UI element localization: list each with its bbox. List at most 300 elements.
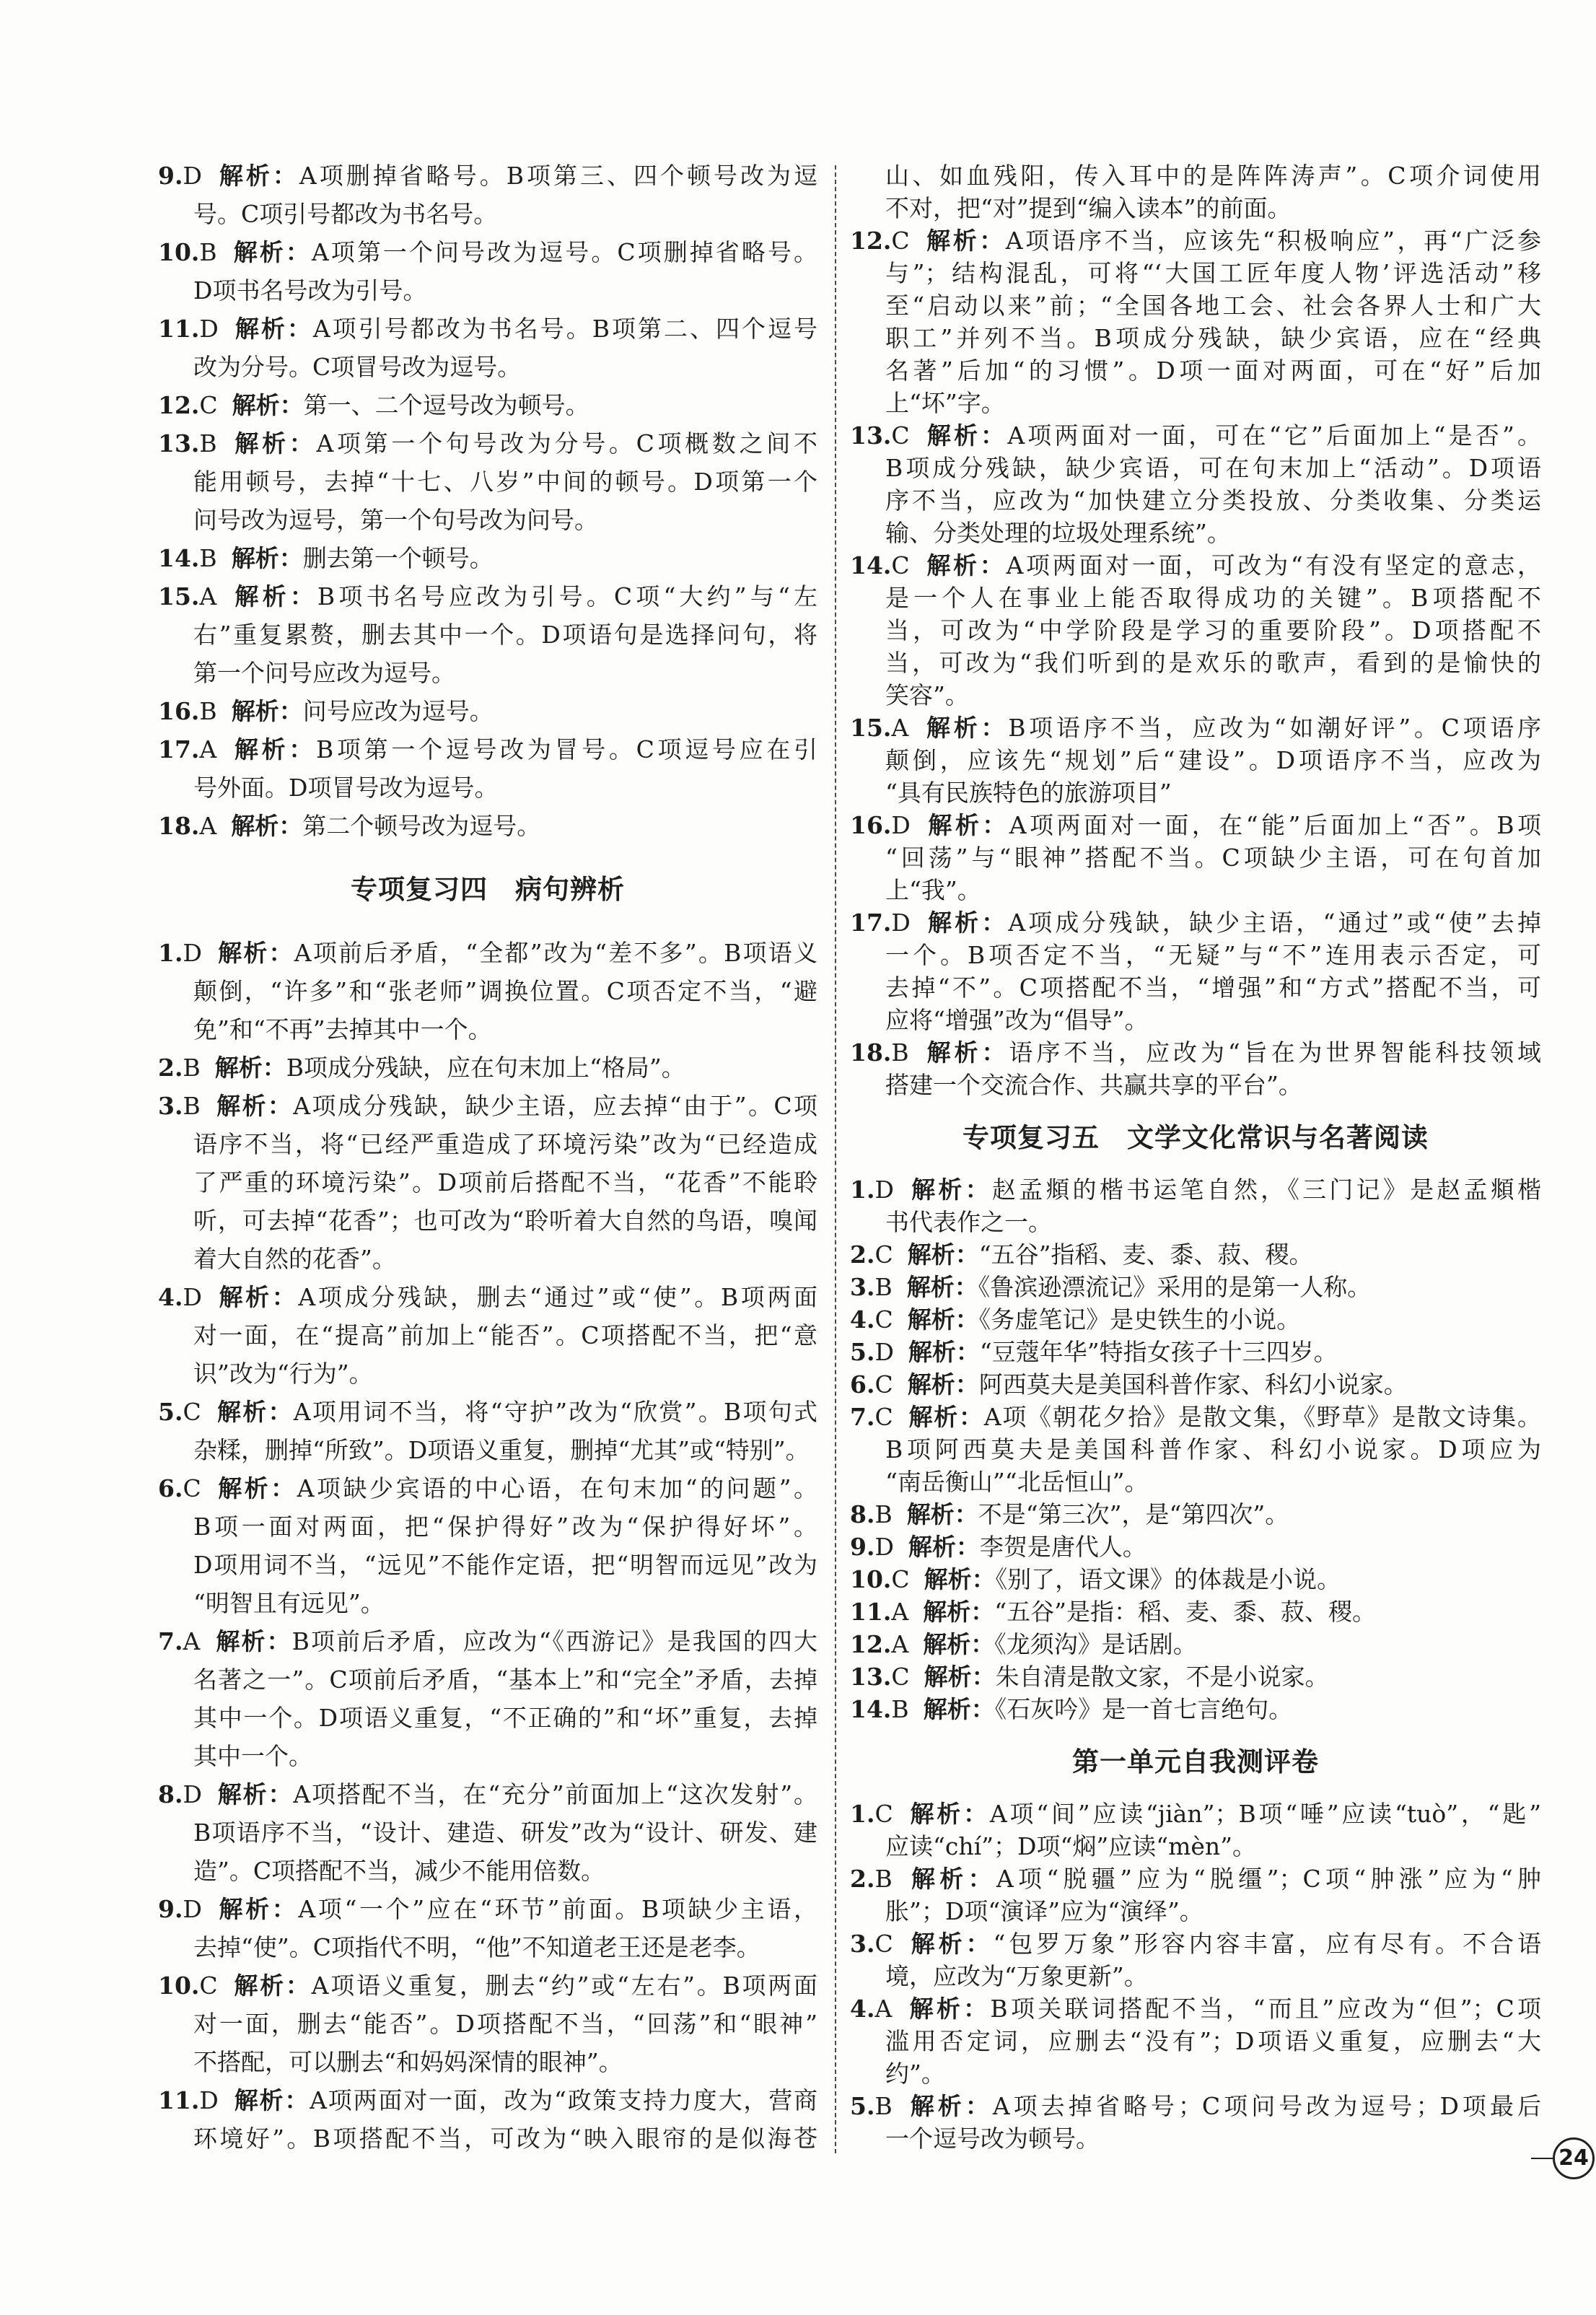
analysis-label: 解析： bbox=[216, 1895, 299, 1923]
answer-line bbox=[850, 1628, 1541, 1660]
answer-item bbox=[158, 2081, 817, 2158]
answer-item bbox=[850, 1303, 1541, 1336]
answer-line bbox=[158, 1240, 817, 1278]
answer-text: 不搭配，可以删去“和妈妈深情的眼神”。 bbox=[193, 2048, 623, 2076]
analysis-label: 解析： bbox=[923, 1038, 1009, 1067]
answer-line bbox=[850, 1498, 1541, 1531]
answer-text: 去掉“使”。C项指代不明，“他”不知道老王还是老李。 bbox=[193, 1933, 760, 1961]
analysis-label: 解析： bbox=[908, 1338, 980, 1366]
question-number: 8. bbox=[850, 1500, 875, 1528]
answer-line bbox=[850, 257, 1541, 289]
answer-text: 删去第一个顿号。 bbox=[302, 544, 494, 572]
answer-choice: C bbox=[891, 1565, 910, 1593]
answer-text: 名著”后加“的习惯”。D项一面对两面，可在“好”后加 bbox=[885, 356, 1541, 385]
answer-text: 《别了，语文课》的体裁是小说。 bbox=[995, 1565, 1341, 1593]
answer-text: A项“脱疆”应为“脱缰”；C项“肿涨”应为“肿 bbox=[996, 1865, 1541, 1893]
answer-line bbox=[158, 2081, 817, 2119]
answer-text: A项成分残缺，删去“通过”或“使”。B项两面 bbox=[298, 1283, 817, 1311]
answer-choice: C bbox=[183, 1398, 201, 1426]
answer-line bbox=[158, 195, 817, 233]
question-number: 13. bbox=[158, 429, 200, 458]
answer-choice: C bbox=[891, 227, 910, 255]
answer-text: 序不当，应改为“加快建立分类投放、分类收集、分类运 bbox=[885, 486, 1541, 515]
answer-text: A项两面对一面，可改为“有没有坚定的意志， bbox=[1006, 551, 1542, 579]
analysis-label: 解析： bbox=[232, 315, 313, 343]
section-heading: 专项复习四 病句辨析 bbox=[351, 873, 625, 905]
analysis-label: 解析： bbox=[214, 1054, 286, 1082]
answer-line bbox=[158, 1890, 817, 1928]
answer-text: B项书名号应改为引号。C项“大约”与“左 bbox=[317, 582, 817, 611]
answer-item bbox=[850, 1798, 1541, 1863]
question-number: 2. bbox=[850, 1240, 875, 1269]
answer-choice: A bbox=[891, 714, 909, 742]
answer-line bbox=[158, 1163, 817, 1202]
answer-line bbox=[158, 1584, 817, 1622]
answer-line bbox=[850, 1531, 1541, 1563]
answer-item bbox=[158, 807, 817, 845]
answer-item bbox=[850, 1660, 1541, 1693]
answer-line bbox=[850, 1466, 1541, 1498]
answer-text: 第二个顿号改为逗号。 bbox=[302, 812, 541, 840]
answer-line bbox=[850, 517, 1541, 549]
answer-text: 上“我”。 bbox=[885, 876, 981, 904]
answer-item bbox=[158, 577, 817, 692]
analysis-label: 解析： bbox=[907, 1240, 979, 1269]
answer-line bbox=[850, 1596, 1541, 1628]
answer-text: 对一面，在“提高”前加上“能否”。C项搭配不当，把“意 bbox=[193, 1321, 817, 1349]
answer-text: 着大自然的花香”。 bbox=[193, 1245, 396, 1273]
answer-text: A项搭配不当，在“充分”前面加上“这次发射”。 bbox=[293, 1780, 817, 1808]
analysis-label: 解析： bbox=[924, 421, 1008, 450]
answer-item bbox=[850, 1628, 1541, 1660]
answer-line bbox=[158, 348, 817, 386]
answer-line bbox=[158, 1087, 817, 1125]
answer-line bbox=[850, 1563, 1541, 1596]
analysis-label: 解析： bbox=[924, 227, 1006, 255]
answer-text: “具有民族特色的旅游项目” bbox=[885, 779, 1172, 807]
answer-line bbox=[850, 744, 1541, 776]
analysis-label: 解析： bbox=[923, 1598, 995, 1626]
answer-line: 山、如血残阳，传入耳中的是阵阵涛声”。C项介词使用 bbox=[885, 162, 1541, 190]
answer-text: D项书名号改为引号。 bbox=[193, 276, 427, 305]
answer-text: A项“间”应读“jiàn”；B项“唾”应读“tuò”，“匙” bbox=[989, 1800, 1542, 1828]
answer-item bbox=[158, 539, 817, 577]
analysis-label: 解析： bbox=[216, 162, 299, 190]
answer-text: “五谷”是指：稻、麦、黍、菽、稷。 bbox=[994, 1598, 1377, 1626]
answer-choice: D bbox=[183, 1780, 202, 1808]
analysis-label: 解析： bbox=[231, 429, 317, 458]
question-number: 6. bbox=[158, 1474, 183, 1502]
analysis-label: 解析： bbox=[924, 1565, 996, 1593]
question-number: 1. bbox=[158, 939, 183, 967]
answer-item bbox=[850, 1596, 1541, 1628]
answer-item bbox=[850, 549, 1541, 712]
answer-line bbox=[850, 614, 1541, 647]
question-number: 15. bbox=[158, 582, 200, 611]
answer-line bbox=[158, 807, 817, 845]
section-heading: 专项复习五 文学文化常识与名著阅读 bbox=[963, 1121, 1429, 1153]
answer-line bbox=[158, 1699, 817, 1737]
answer-text: A项两面对一面，可在“它”后面加上“是否”。 bbox=[1007, 421, 1541, 450]
answer-line bbox=[850, 874, 1541, 906]
answer-line bbox=[158, 1049, 817, 1087]
answer-choice: C bbox=[874, 1800, 893, 1828]
answer-line bbox=[850, 224, 1541, 257]
analysis-label: 解析： bbox=[906, 1500, 978, 1528]
answer-text: 当，可改为“中学阶段是学习的重要阶段”。D项搭配不 bbox=[885, 616, 1541, 644]
answer-line bbox=[850, 841, 1541, 874]
answer-text: 笑容”。 bbox=[885, 681, 969, 709]
answer-line bbox=[850, 322, 1541, 354]
answer-line bbox=[158, 233, 817, 271]
analysis-label: 解析： bbox=[924, 551, 1007, 579]
answer-item bbox=[158, 730, 817, 807]
answer-line bbox=[158, 2005, 817, 2043]
answer-choice: C bbox=[891, 551, 910, 579]
answer-text: 当，可改为“我们听到的是欢乐的歌声，看到的是愉快的 bbox=[885, 649, 1541, 677]
analysis-label: 解析： bbox=[232, 2086, 310, 2114]
answer-line bbox=[158, 1393, 817, 1431]
answer-line bbox=[850, 354, 1541, 387]
answer-text: A项第一个问号改为逗号。C项删掉省略号。 bbox=[311, 238, 817, 266]
answer-text: 问号改为逗号，第一个句号改为问号。 bbox=[193, 506, 598, 534]
answer-text: 《石灰吟》是一首七言绝句。 bbox=[994, 1695, 1293, 1723]
answer-line bbox=[850, 582, 1541, 614]
answer-item bbox=[850, 224, 1541, 419]
answer-text: 与”；结构混乱，可将“‘大国工匠年度人物’评选活动”移 bbox=[885, 259, 1541, 287]
analysis-label: 解析： bbox=[231, 544, 303, 572]
answer-line bbox=[850, 387, 1541, 419]
answer-text: D项用词不当，“远见”不能作定语，把“明智而远见”改为 bbox=[193, 1551, 817, 1579]
answer-text: 其中一个。D项语义重复，“不正确的”和“坏”重复，去掉 bbox=[193, 1704, 817, 1732]
answer-text: A项用词不当，将“守护”改为“欣赏”。B项句式 bbox=[293, 1398, 817, 1426]
answer-item bbox=[850, 1336, 1541, 1368]
question-number: 10. bbox=[850, 1565, 892, 1593]
question-number: 17. bbox=[850, 909, 892, 937]
analysis-label: 解析： bbox=[924, 909, 1009, 937]
answer-item bbox=[158, 692, 817, 730]
answer-text: A项两面对一面，改为“政策支持力度大，营商 bbox=[310, 2086, 817, 2114]
answer-line bbox=[850, 906, 1541, 939]
answer-choice: B bbox=[891, 1695, 909, 1723]
question-number: 9. bbox=[158, 1895, 183, 1923]
answer-item bbox=[850, 809, 1541, 906]
answer-line bbox=[850, 712, 1541, 744]
answer-choice: D bbox=[874, 1338, 894, 1366]
page-number: 24 bbox=[1558, 2145, 1589, 2171]
answer-line bbox=[850, 809, 1541, 841]
answer-line bbox=[158, 1852, 817, 1890]
answer-choice: D bbox=[199, 315, 219, 343]
answer-item bbox=[158, 233, 817, 310]
answer-choice: B bbox=[199, 544, 217, 572]
answer-text: 免”和“不再”去掉其中一个。 bbox=[193, 1015, 492, 1043]
answer-line bbox=[158, 157, 817, 195]
answer-choice: B bbox=[199, 697, 217, 725]
question-number: 2. bbox=[158, 1054, 183, 1082]
answer-choice: C bbox=[874, 1403, 893, 1431]
answer-text: 应将“增强”改为“倡导”。 bbox=[885, 1006, 1149, 1034]
answer-text: B项语序不当，“设计、建造、研发”改为“设计、研发、建 bbox=[193, 1819, 817, 1847]
answer-text: 杂糅，删掉“所致”。D项语义重复，删掉“尤其”或“特别”。 bbox=[193, 1436, 810, 1464]
answer-item bbox=[158, 934, 817, 1049]
answer-item bbox=[850, 1927, 1541, 1992]
answer-text: 一个逗号改为顿号。 bbox=[885, 2124, 1100, 2153]
answer-text: “豆蔻年华”特指女孩子十三四岁。 bbox=[979, 1338, 1338, 1366]
answer-line bbox=[158, 1546, 817, 1584]
answer-item bbox=[158, 310, 817, 386]
answer-item bbox=[850, 1173, 1541, 1238]
answer-item bbox=[158, 1087, 817, 1278]
analysis-label: 解析： bbox=[231, 582, 317, 611]
answer-text: B项阿西莫夫是美国科普作家、科幻小说家。D项应为 bbox=[885, 1435, 1541, 1463]
analysis-label: 解析： bbox=[214, 1092, 294, 1120]
answer-choice: C bbox=[199, 1972, 218, 2000]
answer-line bbox=[850, 484, 1541, 517]
answer-item bbox=[158, 386, 817, 424]
answer-item bbox=[850, 1271, 1541, 1303]
answer-choice: D bbox=[891, 811, 911, 839]
answer-text: A项成分残缺，缺少主语，“通过”或“使”去掉 bbox=[1008, 909, 1541, 937]
answer-line bbox=[850, 2057, 1541, 2090]
answer-text: 颠倒，应该先“规划”后“建设”。D项语序不当，应改为 bbox=[885, 746, 1541, 774]
answer-line bbox=[158, 577, 817, 616]
answer-text: 去掉“不”。C项搭配不当，“增强”和“方式”搭配不当，可 bbox=[885, 973, 1541, 1002]
answer-choice: D bbox=[874, 1533, 894, 1561]
analysis-label: 解析： bbox=[216, 939, 294, 967]
answer-line bbox=[850, 1830, 1541, 1863]
answer-item bbox=[850, 1036, 1541, 1101]
question-number: 15. bbox=[850, 714, 892, 742]
answer-item bbox=[850, 419, 1541, 549]
answer-line bbox=[850, 1336, 1541, 1368]
analysis-label: 解析： bbox=[906, 1865, 996, 1893]
question-number: 12. bbox=[850, 1630, 892, 1658]
answer-choice: D bbox=[199, 2086, 219, 2114]
answer-text: 颠倒，“许多”和“张老师”调换位置。C项否定不当，“避 bbox=[193, 977, 817, 1005]
question-number: 1. bbox=[850, 1176, 875, 1204]
question-number: 10. bbox=[158, 238, 200, 266]
answer-item bbox=[158, 424, 817, 539]
answer-text: A项“一个”应在“环节”前面。B项缺少主语， bbox=[298, 1895, 817, 1923]
answer-text: 朱自清是散文家，不是小说家。 bbox=[995, 1663, 1329, 1691]
answer-text: 应读“chí”；D项“焖”应读“mèn”。 bbox=[885, 1832, 1257, 1860]
answer-text: 一个。B项否定不当，“无疑”与“不”连用表示否定，可 bbox=[885, 941, 1541, 969]
answer-text: A项《朝花夕拾》是散文集，《野草》是散文诗集。 bbox=[983, 1403, 1541, 1431]
question-number: 14. bbox=[850, 1695, 892, 1723]
analysis-label: 解析： bbox=[216, 1780, 294, 1808]
analysis-label: 解析： bbox=[215, 1398, 294, 1426]
analysis-label: 解析： bbox=[908, 1533, 980, 1561]
answer-line bbox=[158, 386, 817, 424]
left-column bbox=[158, 157, 817, 2158]
answer-line bbox=[850, 1238, 1541, 1271]
answer-text: 《鲁滨逊漂流记》采用的是第一人称。 bbox=[978, 1273, 1372, 1301]
answer-text: 搭建一个交流合作、共赢共享的平台”。 bbox=[885, 1071, 1302, 1099]
answer-line bbox=[158, 1966, 817, 2005]
answer-choice: D bbox=[183, 1895, 202, 1923]
answer-line bbox=[158, 616, 817, 654]
question-number: 13. bbox=[850, 421, 892, 450]
answer-text: 书代表作之一。 bbox=[885, 1208, 1052, 1236]
analysis-label: 解析： bbox=[231, 238, 312, 266]
answer-text: 语序不当，将“已经严重造成了环境污染”改为“已经造成 bbox=[193, 1130, 817, 1158]
question-number: 11. bbox=[158, 2086, 200, 2114]
question-number: 3. bbox=[850, 1273, 875, 1301]
answer-line bbox=[850, 647, 1541, 679]
answer-line bbox=[158, 310, 817, 348]
answer-choice: A bbox=[183, 1627, 201, 1655]
answer-text: B项一面对两面，把“保护得好”改为“保护得好坏”。 bbox=[193, 1513, 817, 1541]
answer-text: 阿西莫夫是美国科普作家、科幻小说家。 bbox=[978, 1370, 1408, 1399]
answer-line bbox=[850, 452, 1541, 484]
answer-text: “五谷”指稻、麦、黍、菽、稷。 bbox=[978, 1240, 1313, 1269]
answer-item bbox=[850, 1992, 1541, 2090]
answer-choice: C bbox=[891, 1663, 910, 1691]
question-number: 2. bbox=[850, 1865, 875, 1893]
answer-line bbox=[158, 1010, 817, 1049]
answer-line bbox=[158, 1737, 817, 1775]
answer-text: 语序不当，应改为“旨在为世界智能科技领域 bbox=[1009, 1038, 1542, 1067]
answer-line bbox=[158, 769, 817, 807]
answer-line bbox=[850, 2025, 1541, 2057]
answer-line bbox=[850, 1173, 1541, 1206]
answer-text: 识”改为“行为”。 bbox=[193, 1360, 373, 1388]
answer-line bbox=[158, 1202, 817, 1240]
analysis-label: 解析： bbox=[906, 1995, 991, 2023]
answer-item bbox=[850, 1401, 1541, 1498]
answer-choice: B bbox=[183, 1092, 201, 1120]
answer-text: 输、分类处理的垃圾处理系统”。 bbox=[885, 519, 1231, 547]
answer-text: A项第一个句号改为分号。C项概数之间不 bbox=[316, 429, 818, 458]
answer-line bbox=[158, 1660, 817, 1699]
answer-line bbox=[850, 1303, 1541, 1336]
answer-choice: C bbox=[891, 421, 910, 450]
answer-line bbox=[158, 1431, 817, 1469]
answer-text: A项语序不当，应该先“积极响应”，再“广泛参 bbox=[1005, 227, 1541, 255]
answer-line bbox=[850, 1368, 1541, 1401]
question-number: 8. bbox=[158, 1780, 183, 1808]
answer-line bbox=[158, 1125, 817, 1163]
answer-text: 能用顿号，去掉“十七、八岁”中间的顿号。D项第一个 bbox=[193, 468, 817, 496]
analysis-label: 解析： bbox=[907, 1305, 979, 1334]
answer-choice: D bbox=[874, 1176, 894, 1204]
answer-line bbox=[158, 1622, 817, 1660]
analysis-label: 解析： bbox=[231, 735, 317, 763]
analysis-label: 解析： bbox=[923, 714, 1009, 742]
answer-choice: B bbox=[874, 1865, 893, 1893]
answer-text: A项删掉省略号。B项第三、四个顿号改为逗 bbox=[299, 162, 817, 190]
question-number: 3. bbox=[158, 1092, 183, 1120]
answer-choice: B bbox=[891, 1038, 909, 1067]
answer-choice: B bbox=[183, 1054, 201, 1082]
page-number-rule bbox=[1531, 2158, 1553, 2159]
answer-line bbox=[850, 1693, 1541, 1725]
answer-text: 《务虚笔记》是史铁生的小说。 bbox=[978, 1305, 1301, 1334]
question-number: 9. bbox=[158, 162, 183, 190]
answer-line bbox=[158, 2119, 817, 2158]
question-number: 18. bbox=[850, 1038, 892, 1067]
answer-item bbox=[158, 1469, 817, 1622]
answer-line bbox=[850, 1433, 1541, 1466]
question-number: 5. bbox=[850, 2092, 875, 2120]
answer-choice: B bbox=[874, 2092, 893, 2120]
section-heading: 第一单元自我测评卷 bbox=[1072, 1746, 1319, 1777]
answer-text: “包罗万象”形容内容丰富，应有尽有。不合语 bbox=[993, 1930, 1541, 1958]
answer-line bbox=[158, 1507, 817, 1546]
analysis-label: 解析： bbox=[923, 1695, 995, 1723]
answer-item bbox=[158, 1393, 817, 1469]
answer-choice: D bbox=[183, 162, 202, 190]
answer-text: A项前后矛盾，“全都”改为“差不多”。B项语义 bbox=[294, 939, 817, 967]
answer-text: A项引号都改为书名号。B项第二、四个逗号 bbox=[312, 315, 818, 343]
question-number: 3. bbox=[850, 1930, 875, 1958]
analysis-label: 解析： bbox=[908, 1176, 992, 1204]
answer-text: 赵孟頫的楷书运笔自然，《三门记》是赵孟頫楷 bbox=[991, 1176, 1542, 1204]
answer-text: 至“启动以来”前；“全国各地工会、社会各界人士和广大 bbox=[885, 292, 1541, 320]
answer-text: 胀”；D项“演译”应为“演绎”。 bbox=[885, 1897, 1203, 1925]
answer-choice: C bbox=[874, 1305, 893, 1334]
answer-line bbox=[158, 539, 817, 577]
answer-text: A项去掉省略号；C项问号改为逗号；D项最后 bbox=[992, 2092, 1541, 2120]
answer-text: “南岳衡山”“北岳恒山”。 bbox=[885, 1468, 1149, 1496]
question-number: 5. bbox=[158, 1398, 183, 1426]
answer-item bbox=[158, 1049, 817, 1087]
answer-text: 号。C项引号都改为书名号。 bbox=[193, 200, 498, 228]
answer-item bbox=[158, 1622, 817, 1775]
answer-choice: B bbox=[874, 1500, 893, 1528]
answer-text: 《龙须沟》是话剧。 bbox=[994, 1630, 1197, 1658]
question-number: 11. bbox=[158, 315, 200, 343]
analysis-label: 解析： bbox=[907, 1930, 994, 1958]
answer-choice: C bbox=[874, 1930, 893, 1958]
answer-line bbox=[850, 549, 1541, 582]
question-number: 14. bbox=[158, 544, 200, 572]
answer-choice: A bbox=[874, 1995, 893, 2023]
answer-line bbox=[158, 730, 817, 769]
answer-line bbox=[850, 1927, 1541, 1960]
answer-choice: A bbox=[891, 1598, 909, 1626]
answer-choice: D bbox=[183, 1283, 202, 1311]
answer-text: B项成分残缺，应在句末加上“格局”。 bbox=[286, 1054, 685, 1082]
answer-text: A项缺少宾语的中心语，在句末加“的问题”。 bbox=[297, 1474, 817, 1502]
answer-choice: A bbox=[199, 582, 217, 611]
answer-line bbox=[158, 1469, 817, 1507]
answer-line bbox=[158, 1278, 817, 1316]
answer-line bbox=[158, 501, 817, 539]
analysis-label: 解析： bbox=[907, 1403, 984, 1431]
answer-choice: B bbox=[874, 1273, 893, 1301]
answer-choice: B bbox=[199, 429, 217, 458]
answer-text: 对一面，删去“能否”。D项搭配不当，“回荡”和“眼神” bbox=[193, 2010, 817, 2038]
question-number: 12. bbox=[158, 391, 200, 419]
answer-text: A项两面对一面，在“能”后面加上“否”。B项 bbox=[1009, 811, 1542, 839]
answer-line bbox=[850, 1863, 1541, 1895]
answer-line bbox=[850, 419, 1541, 452]
analysis-label: 解析： bbox=[907, 1370, 979, 1399]
analysis-label: 解析： bbox=[924, 1663, 996, 1691]
answer-text: 听，可去掉“花香”；也可改为“聆听着大自然的鸟语，嗅闻 bbox=[193, 1207, 817, 1235]
answer-text: 约”。 bbox=[885, 2060, 945, 2088]
answer-item bbox=[850, 2090, 1541, 2155]
analysis-label: 解析： bbox=[216, 1283, 299, 1311]
answer-text: B项第一个逗号改为冒号。C项逗号应在引 bbox=[316, 735, 818, 763]
question-number: 9. bbox=[850, 1533, 875, 1561]
question-number: 11. bbox=[850, 1598, 892, 1626]
question-number: 16. bbox=[158, 697, 200, 725]
answer-line bbox=[850, 679, 1541, 712]
analysis-label: 解析： bbox=[214, 1627, 292, 1655]
